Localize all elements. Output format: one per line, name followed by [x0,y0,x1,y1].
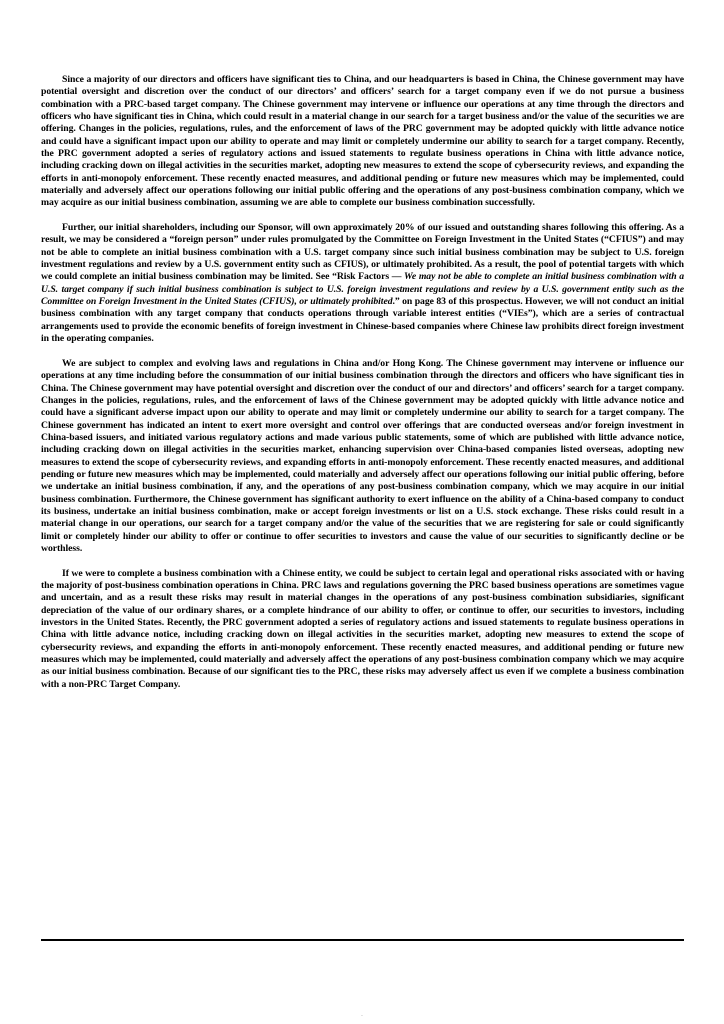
paragraph-text: .” on page 83 of this prospectus. However, we will not conduct an initial business combination with any target company that conducts operations through variable interest entities (“VIEs”), which are a series of contractual arrangements used to provide the economic benefits of foreign investment in Chinese-based companies where Chinese law prohibits direct foreign investment in the operating companies. [41,296,684,345]
page-number: - [361,1014,363,1019]
paragraph-china-ties-oversight: Since a majority of our directors and officers have significant ties to China, and our headquarters is based in China, the Chinese government may have potential oversight and discretion over the conduct of our directors’ and officers’ search for a target company even if we do not pursue a business combination with a PRC-based target company. The Chinese government may intervene or influence our operations at any time through the directors and officers who have significant ties in China, which could result in a material change in our search for a target business and/or the value of the securities we are offering. Changes in the policies, regulations, rules, and the enforcement of laws of the PRC government may be adopted quickly with little advance notice and could have a significant impact upon our ability to operate and may limit or completely undermine our ability to search for a target company. Recently, the PRC government adopted a series of regulatory actions and issued statements to regulate business operations in China with little advance notice, including cracking down on illegal activities in the securities market, adopting new measures to extend the scope of cybersecurity reviews, and expanding the efforts in anti-monopoly enforcement. These recently enacted measures, and additional pending or future new measures which may be implemented, could materially and adversely affect our operations following our initial public offering and the operations of any post-business combination company, which we may acquire as our initial business combination, assuming we are able to complete our business combination successfully. [41,74,684,209]
paragraph-chinese-entity-risks: If we were to complete a business combination with a Chinese entity, we could be subject to certain legal and operational risks associated with or having the majority of post-business combination operations in China. PRC laws and regulations governing the PRC based business operations are sometimes vague and uncertain, and as a result these risks may result in material changes in the operations of any post-business combination subsidiaries, significant depreciation of the value of our ordinary shares, or a complete hindrance of our ability to offer, or continue to offer, our securities to investors, including investors in the United States. Recently, the PRC government adopted a series of regulatory actions and issued statements to regulate business operations in China with little advance notice, including cracking down on illegal activities in the securities market, adopting new measures to extend the scope of cybersecurity reviews, and expanding the efforts in anti-monopoly enforcement. These recently enacted measures, and additional pending or future new measures which may be implemented, could materially and adversely affect the operations of any post-business combination company which we may acquire as our initial business combination. Because of our significant ties to the PRC, these risks may adversely affect us even if we complete a business combination with a non-PRC Target Company. [41,567,684,690]
risk-factor-reference: We may not be able to complete an initial business combination with a U.S. target company if such initial business combination is subject to U.S. foreign investment regulations and review by a U.S. government entity such as the Committee on Foreign Investment in the United States (CFIUS), or ultimately prohibited [41,271,685,308]
paragraph-cfius-foreign-person [41,222,684,345]
paragraph-china-hong-kong-laws: We are subject to complex and evolving laws and regulations in China and/or Hong Kong. The Chinese government may intervene or influence our operations at any time including before the consummation of our initial business combination through the directors and officers who have significant ties in China. The Chinese government may have potential oversight and discretion over the conduct of our and directors’ and officers’ search for a target company. Changes in the policies, regulations, rules, and the enforcement of laws of the Chinese government may be adopted quickly with little advance notice and could have a significant adverse impact upon our ability to operate and may limit or completely undermine our ability to search for a target company. The Chinese government has indicated an intent to exert more oversight and control over offerings that are conducted overseas and/or foreign investment in China-based issuers, and initiated various regulatory actions and made various public statements, some of which are published with little advance notice, including cracking down on illegal activities in the securities market, enhancing supervision over China-based companies listed overseas, adopting new measures to extend the scope of cybersecurity reviews, and expanding efforts in anti-monopoly enforcement. These recently enacted measures, and additional pending or future new measures which may be implemented, could materially and adversely affect our operations following our initial public offering, before we undertake an initial business combination, if any, and the operations of any post-business combination company, which we may acquire in our initial business combination. Furthermore, the Chinese government has significant authority to exert influence on the ability of a China-based company to conduct its business, undertake an initial business combination, make or accept foreign investments or list on a U.S. stock exchange. These risks could result in a material change in our operations, our search for a target company and/or the value of the securities that we are registering for sale or could significantly limit or completely hinder our ability to offer or continue to offer securities to investors and cause the value of our securities to significantly decline or be worthless. [41,357,684,554]
paragraph-text: Further, our initial shareholders, including our Sponsor, will own approximately 20% of our issued and outstanding shares following this offering. As a result, we may be considered a “foreign person” under rules promulgated by the Committee on Foreign Investment in the United States (“CFIUS”) and may not be able to complete an initial business combination with a U.S. target company since such initial business combination may be subject to U.S. foreign investment regulations and review by a U.S. government entity such as CFIUS), or ultimately prohibited. As a result, the pool of potential targets with which we could complete an initial business combination may be limited. See “Risk Factors — [41,222,684,283]
document-body [41,74,684,703]
footer-divider [41,939,684,941]
